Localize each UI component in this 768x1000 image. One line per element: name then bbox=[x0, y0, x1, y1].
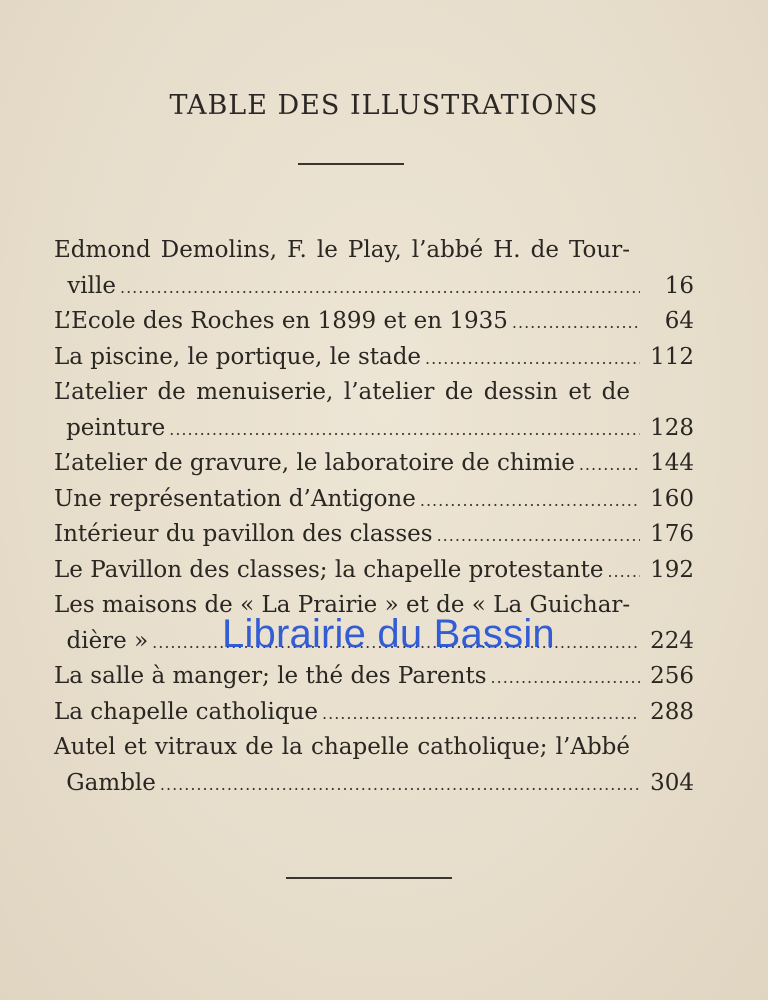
entry-title: Une représentation d’Antigone bbox=[54, 485, 416, 512]
entry-line bbox=[54, 553, 694, 589]
entry-title-line: Edmond Demolins, F. le Play, l’abbé H. de Tour- bbox=[54, 237, 630, 263]
entry-title: Le Pavillon des classes; la chapelle protestante bbox=[54, 556, 604, 583]
list-item bbox=[54, 375, 694, 446]
list-item bbox=[54, 233, 694, 304]
page-number: 304 bbox=[650, 769, 694, 796]
page-number: 176 bbox=[650, 521, 694, 547]
page-number: 192 bbox=[650, 556, 694, 583]
page-number: 128 bbox=[650, 414, 694, 441]
list-item bbox=[54, 695, 694, 731]
entry-title-line: Autel et vitraux de la chapelle catholique; l’Abbé bbox=[54, 734, 630, 760]
dot-leader bbox=[322, 696, 640, 732]
entry-line bbox=[54, 340, 694, 376]
list-item bbox=[54, 446, 694, 482]
page-number: 144 bbox=[650, 450, 694, 476]
entry-title: La piscine, le portique, le stade bbox=[54, 343, 422, 370]
page-number: 160 bbox=[650, 485, 694, 512]
list-item bbox=[54, 304, 694, 340]
watermark-text: Librairie du Bassin bbox=[222, 612, 555, 656]
entry-title: Intérieur du pavillon des classes bbox=[54, 521, 433, 547]
entry-line bbox=[54, 411, 694, 447]
entry-title: L’atelier de gravure, le laboratoire de chimie bbox=[54, 450, 575, 476]
list-item bbox=[54, 730, 694, 801]
entry-title: dière » bbox=[66, 627, 149, 654]
entry-line bbox=[54, 517, 694, 553]
entry-title: La chapelle catholique bbox=[54, 698, 319, 725]
dot-leader bbox=[120, 270, 640, 306]
entry-title: peinture bbox=[66, 414, 166, 441]
page-number: 64 bbox=[664, 308, 694, 334]
list-item bbox=[54, 482, 694, 518]
illustrations-list bbox=[54, 233, 694, 801]
dot-leader bbox=[437, 518, 640, 554]
page-title: TABLE DES ILLUSTRATIONS bbox=[169, 90, 599, 121]
dot-leader bbox=[512, 305, 640, 341]
dot-leader bbox=[491, 660, 640, 696]
entry-line bbox=[54, 695, 694, 731]
page-number: 224 bbox=[650, 627, 694, 654]
dot-leader bbox=[579, 447, 640, 483]
list-item bbox=[54, 517, 694, 553]
entry-title: Gamble bbox=[66, 769, 156, 796]
entry-title: L’Ecole des Roches en 1899 et en 1935 bbox=[54, 308, 508, 334]
page-number: 256 bbox=[650, 663, 694, 689]
entry-title: ville bbox=[67, 272, 116, 299]
title-divider bbox=[298, 163, 404, 165]
dot-leader bbox=[607, 554, 640, 590]
bottom-divider bbox=[286, 877, 452, 879]
dot-leader bbox=[425, 341, 640, 377]
page-number: 288 bbox=[650, 698, 694, 725]
list-item bbox=[54, 659, 694, 695]
page-number: 112 bbox=[650, 343, 694, 370]
list-item bbox=[54, 553, 694, 589]
entry-title-line: Les maisons de « La Prairie » et de « La Guichar- bbox=[54, 592, 631, 618]
entry-line bbox=[54, 482, 694, 518]
dot-leader bbox=[420, 483, 640, 519]
entry-title-line: L’atelier de menuiserie, l’atelier de dessin et de bbox=[54, 379, 630, 405]
page-number: 16 bbox=[664, 272, 694, 299]
list-item bbox=[54, 340, 694, 376]
entry-line bbox=[54, 659, 694, 695]
entry-line bbox=[54, 446, 694, 482]
entry-title: La salle à manger; le thé des Parents bbox=[54, 663, 487, 689]
dot-leader bbox=[169, 412, 640, 448]
entry-line bbox=[54, 304, 694, 340]
entry-line bbox=[54, 269, 694, 305]
entry-line bbox=[54, 766, 694, 802]
dot-leader bbox=[160, 767, 640, 803]
